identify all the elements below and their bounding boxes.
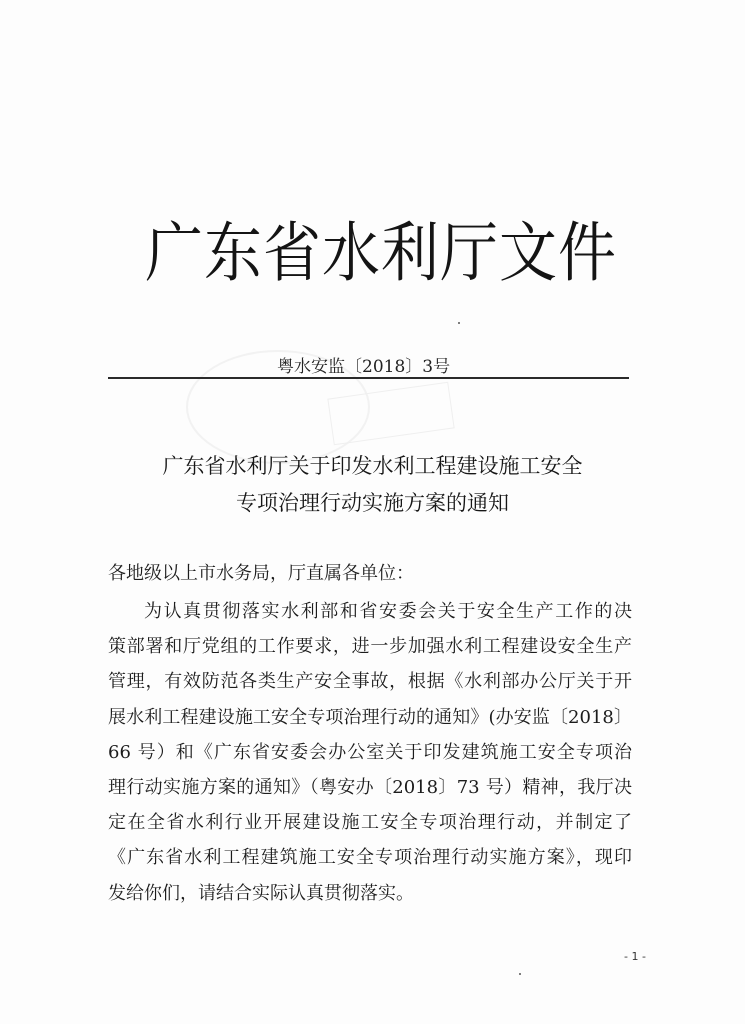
body-line: 管理，有效防范各类生产安全事故，根据《水利部办公厅关于开: [108, 671, 632, 693]
body-line: 展水利工程建设施工安全专项治理行动的通知》(办安监〔2018〕: [108, 706, 632, 728]
notice-title: [100, 448, 645, 522]
body-line: 定在全省水利行业开展建设施工安全专项治理行动，并制定了: [108, 812, 632, 834]
header-divider: [108, 377, 629, 379]
body-line: 66 号）和《广东省安委会办公室关于印发建筑施工安全专项治: [108, 741, 632, 763]
body-line: 为认真贯彻落实水利部和省安委会关于安全生产工作的决: [144, 601, 632, 622]
page-number: - 1 -: [624, 950, 646, 963]
salutation: 各地级以上市水务局，厅直属各单位：: [108, 563, 414, 584]
notice-title-line-2: 专项治理行动实施方案的通知: [236, 491, 509, 515]
document-header-title: 广东省水利厅文件: [145, 214, 618, 291]
notice-title-line-1: 广东省水利厅关于印发水利工程建设施工安全: [162, 454, 583, 478]
body-line: 发给你们，请结合实际认真贯彻落实。: [108, 882, 414, 904]
body-line: 策部署和厅党组的工作要求，进一步加强水利工程建设安全生产: [108, 636, 632, 658]
scan-speck: [519, 973, 521, 975]
body-paragraph: [108, 594, 632, 911]
body-line: 《广东省水利工程建筑施工安全专项治理行动实施方案》，现印: [108, 847, 632, 869]
scan-speck: [458, 322, 460, 324]
body-line: 理行动实施方案的通知》（粤安办〔2018〕73 号）精神，我厅决: [108, 776, 632, 798]
document-number: 粤水安监〔2018〕3号: [277, 357, 451, 377]
